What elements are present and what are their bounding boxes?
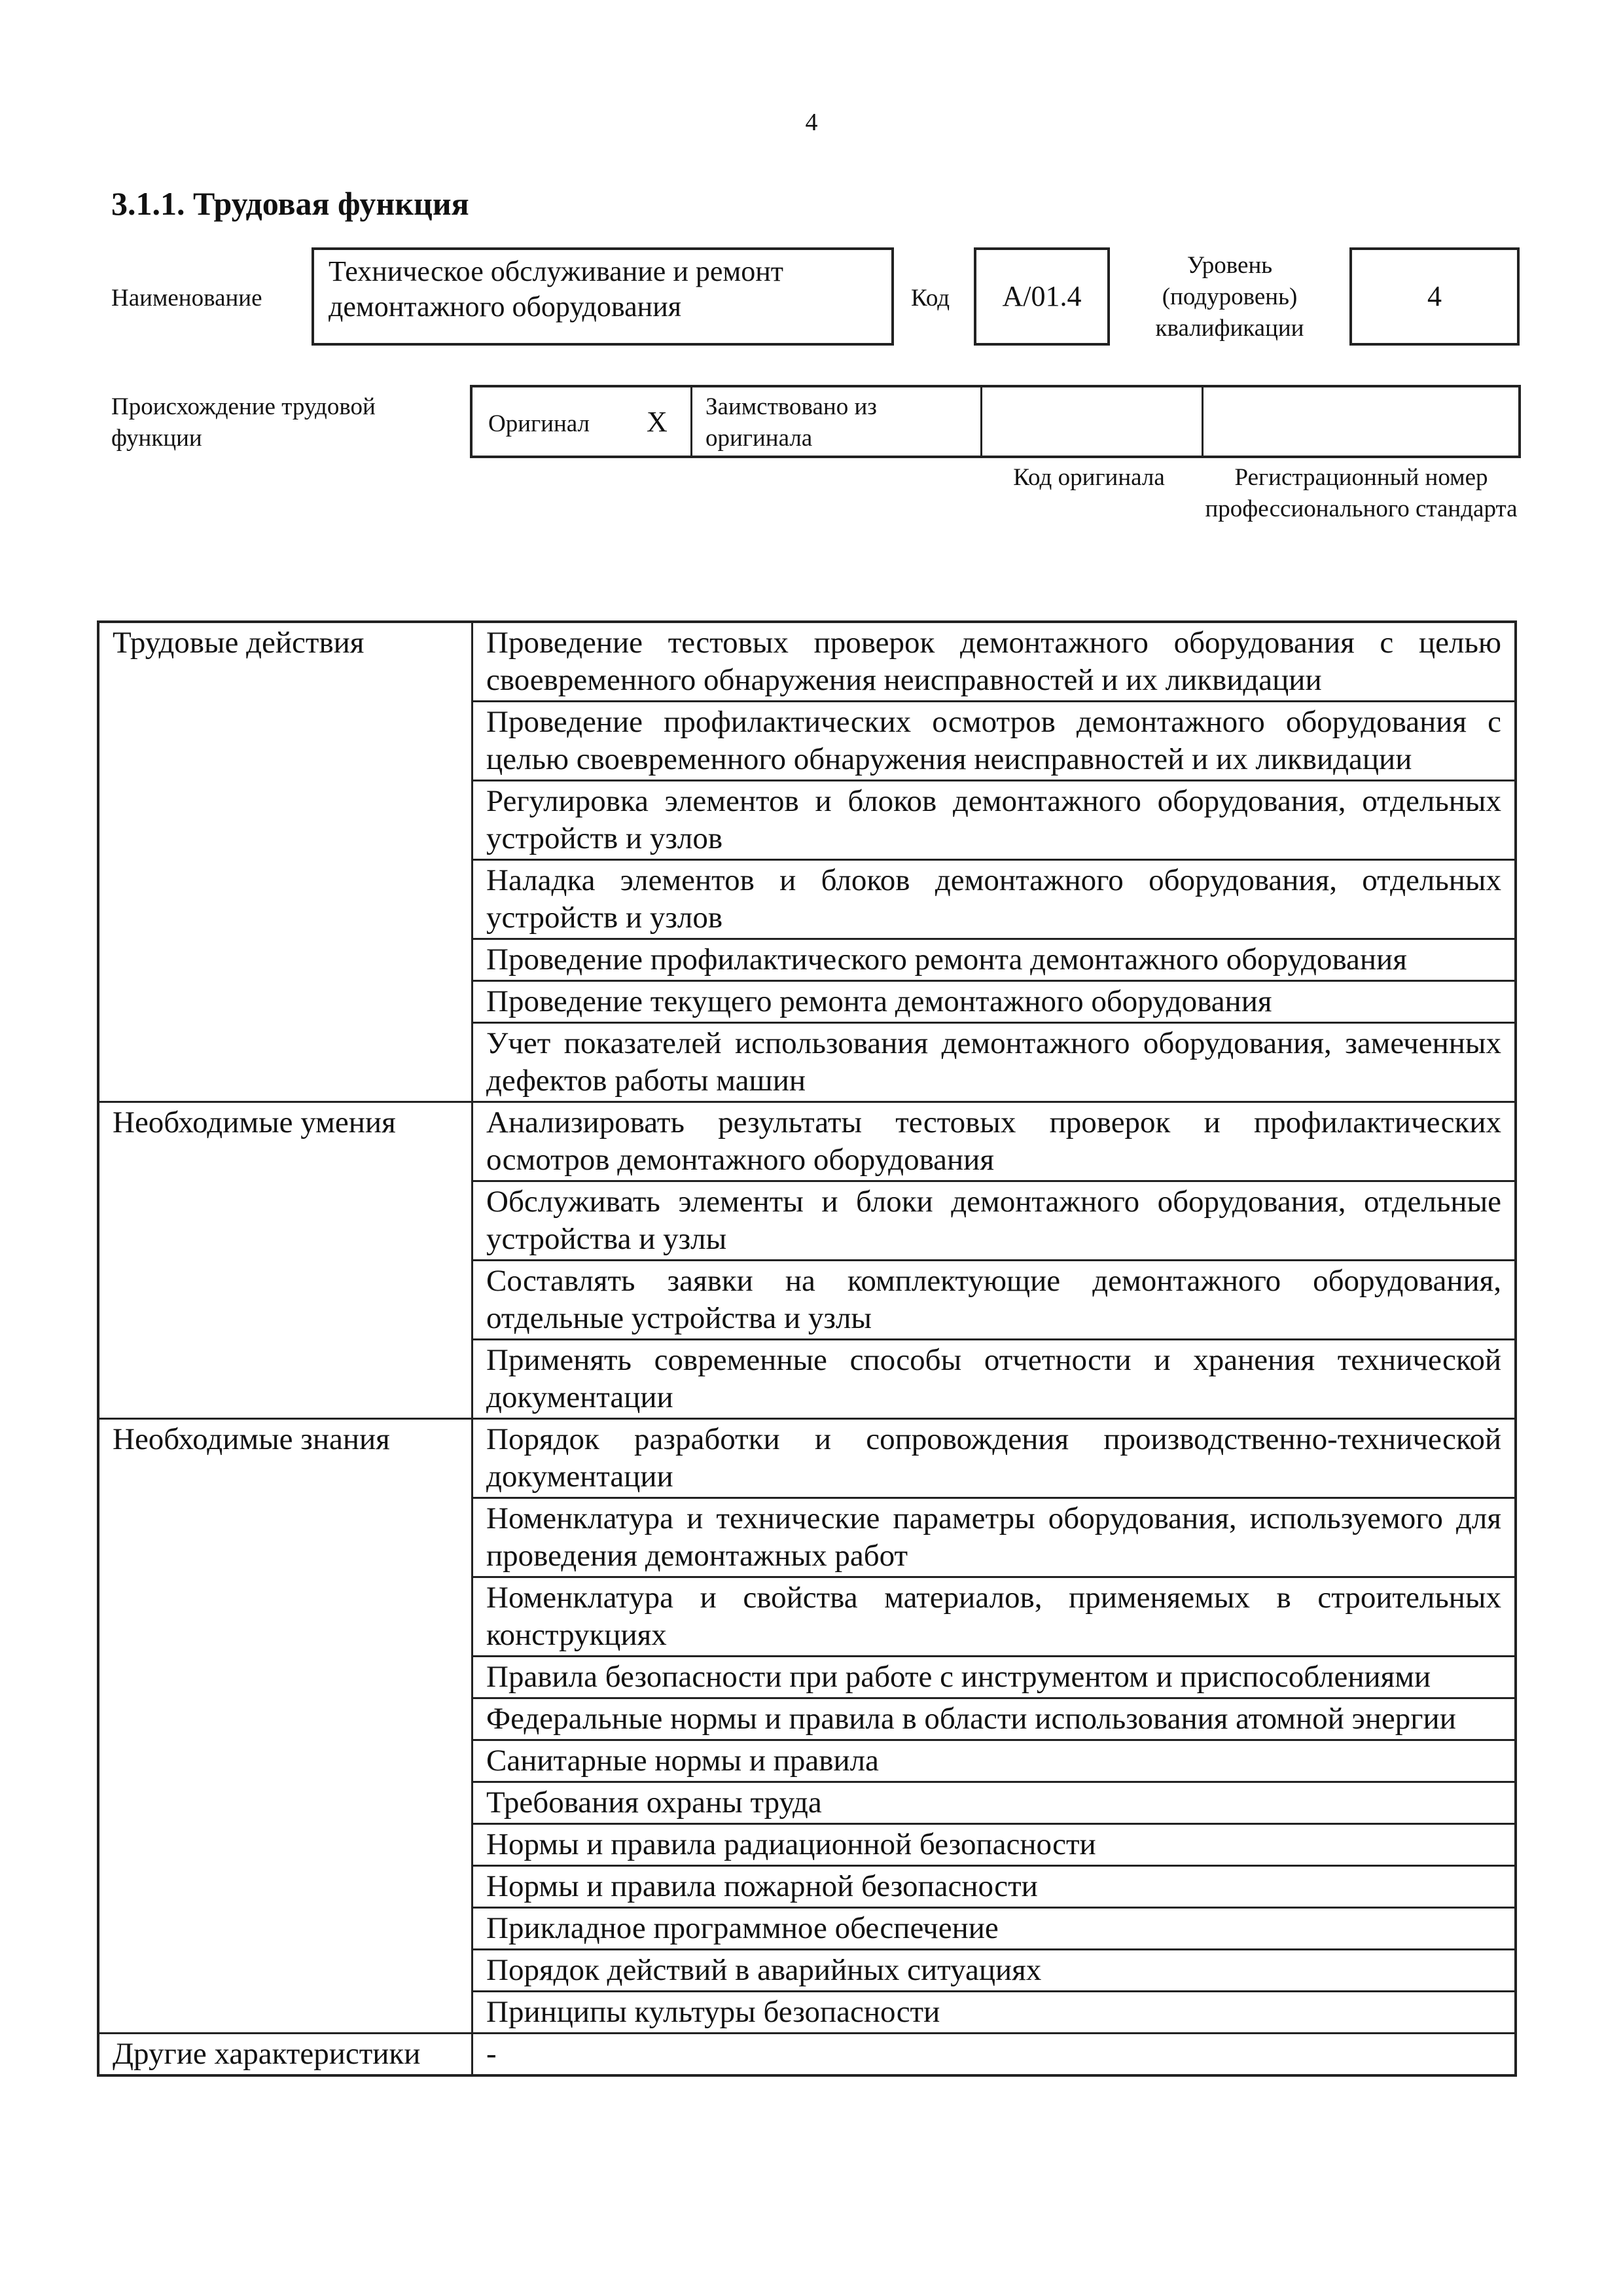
- description-cell: Правила безопасности при работе с инструментом и приспособлениями: [473, 1657, 1516, 1698]
- reg-number-caption: Регистрационный номер профессионального стандарта: [1205, 464, 1518, 522]
- level-value: 4: [1427, 280, 1442, 312]
- origin-divider-3: [1202, 387, 1204, 456]
- table-row: [98, 622, 1516, 702]
- category-cell: Другие характеристики: [98, 2034, 473, 2076]
- description-cell: Проведение профилактических осмотров демонтажного оборудования с целью своевременного обнаружения неисправностей и их ликвидации: [473, 702, 1516, 781]
- description-cell: Учет показателей использования демонтажного оборудования, замеченных дефектов работы машин: [473, 1023, 1516, 1102]
- description-cell: -: [473, 2034, 1516, 2076]
- description-cell: Номенклатура и технические параметры оборудования, используемого для проведения демонтажных работ: [473, 1498, 1516, 1577]
- code-label: Код: [911, 285, 950, 312]
- category-cell: Необходимые умения: [98, 1102, 473, 1419]
- description-cell: Принципы культуры безопасности: [473, 1992, 1516, 2034]
- description-cell: Требования охраны труда: [473, 1782, 1516, 1824]
- table-row: [98, 1102, 1516, 1181]
- description-cell: Проведение тестовых проверок демонтажного оборудования с целью своевременного обнаружения неисправностей и их ликвидации: [473, 622, 1516, 702]
- description-cell: Федеральные нормы и правила в области использования атомной энергии: [473, 1698, 1516, 1740]
- function-details-table: [97, 620, 1517, 2077]
- description-cell: Проведение профилактического ремонта демонтажного оборудования: [473, 939, 1516, 981]
- table-row: [98, 2034, 1516, 2076]
- name-label: Наименование: [111, 285, 262, 312]
- original-label: Оригинал: [488, 410, 590, 437]
- level-label: Уровень (подуровень) квалификации: [1155, 252, 1304, 342]
- description-cell: Номенклатура и свойства материалов, применяемых в строительных конструкциях: [473, 1577, 1516, 1657]
- category-cell: Необходимые знания: [98, 1419, 473, 2034]
- description-cell: Прикладное программное обеспечение: [473, 1908, 1516, 1950]
- origin-divider-2: [980, 387, 982, 456]
- description-cell: Составлять заявки на комплектующие демонтажного оборудования, отдельные устройства и узлы: [473, 1261, 1516, 1340]
- code-original-caption: Код оригинала: [1013, 464, 1165, 491]
- description-cell: Порядок действий в аварийных ситуациях: [473, 1950, 1516, 1992]
- origin-divider-1: [690, 387, 692, 456]
- description-cell: Нормы и правила пожарной безопасности: [473, 1866, 1516, 1908]
- origin-row: [470, 385, 1521, 458]
- description-cell: Нормы и правила радиационной безопасности: [473, 1824, 1516, 1866]
- description-cell: Санитарные нормы и правила: [473, 1740, 1516, 1782]
- description-cell: Наладка элементов и блоков демонтажного оборудования, отдельных устройств и узлов: [473, 860, 1516, 939]
- function-name-value: Техническое обслуживание и ремонт демонтажного оборудования: [329, 255, 784, 323]
- category-cell: Трудовые действия: [98, 622, 473, 1102]
- function-name-box: [312, 247, 894, 346]
- description-cell: Анализировать результаты тестовых проверок и профилактических осмотров демонтажного оборудования: [473, 1102, 1516, 1181]
- description-cell: Обслуживать элементы и блоки демонтажного оборудования, отдельные устройства и узлы: [473, 1181, 1516, 1261]
- description-cell: Проведение текущего ремонта демонтажного оборудования: [473, 981, 1516, 1023]
- borrowed-label: Заимствовано из оригинала: [705, 393, 877, 452]
- table-row: [98, 1419, 1516, 1498]
- description-cell: Применять современные способы отчетности и хранения технической документации: [473, 1340, 1516, 1419]
- section-title: 3.1.1. Трудовая функция: [111, 185, 469, 222]
- origin-label: Происхождение трудовой функции: [111, 393, 376, 452]
- description-cell: Порядок разработки и сопровождения производственно-технической документации: [473, 1419, 1516, 1498]
- page-number: 4: [805, 109, 818, 136]
- level-box: [1349, 247, 1520, 346]
- code-box: [974, 247, 1110, 346]
- description-cell: Регулировка элементов и блоков демонтажного оборудования, отдельных устройств и узлов: [473, 781, 1516, 860]
- code-value: A/01.4: [1002, 280, 1082, 312]
- original-mark: X: [647, 406, 668, 438]
